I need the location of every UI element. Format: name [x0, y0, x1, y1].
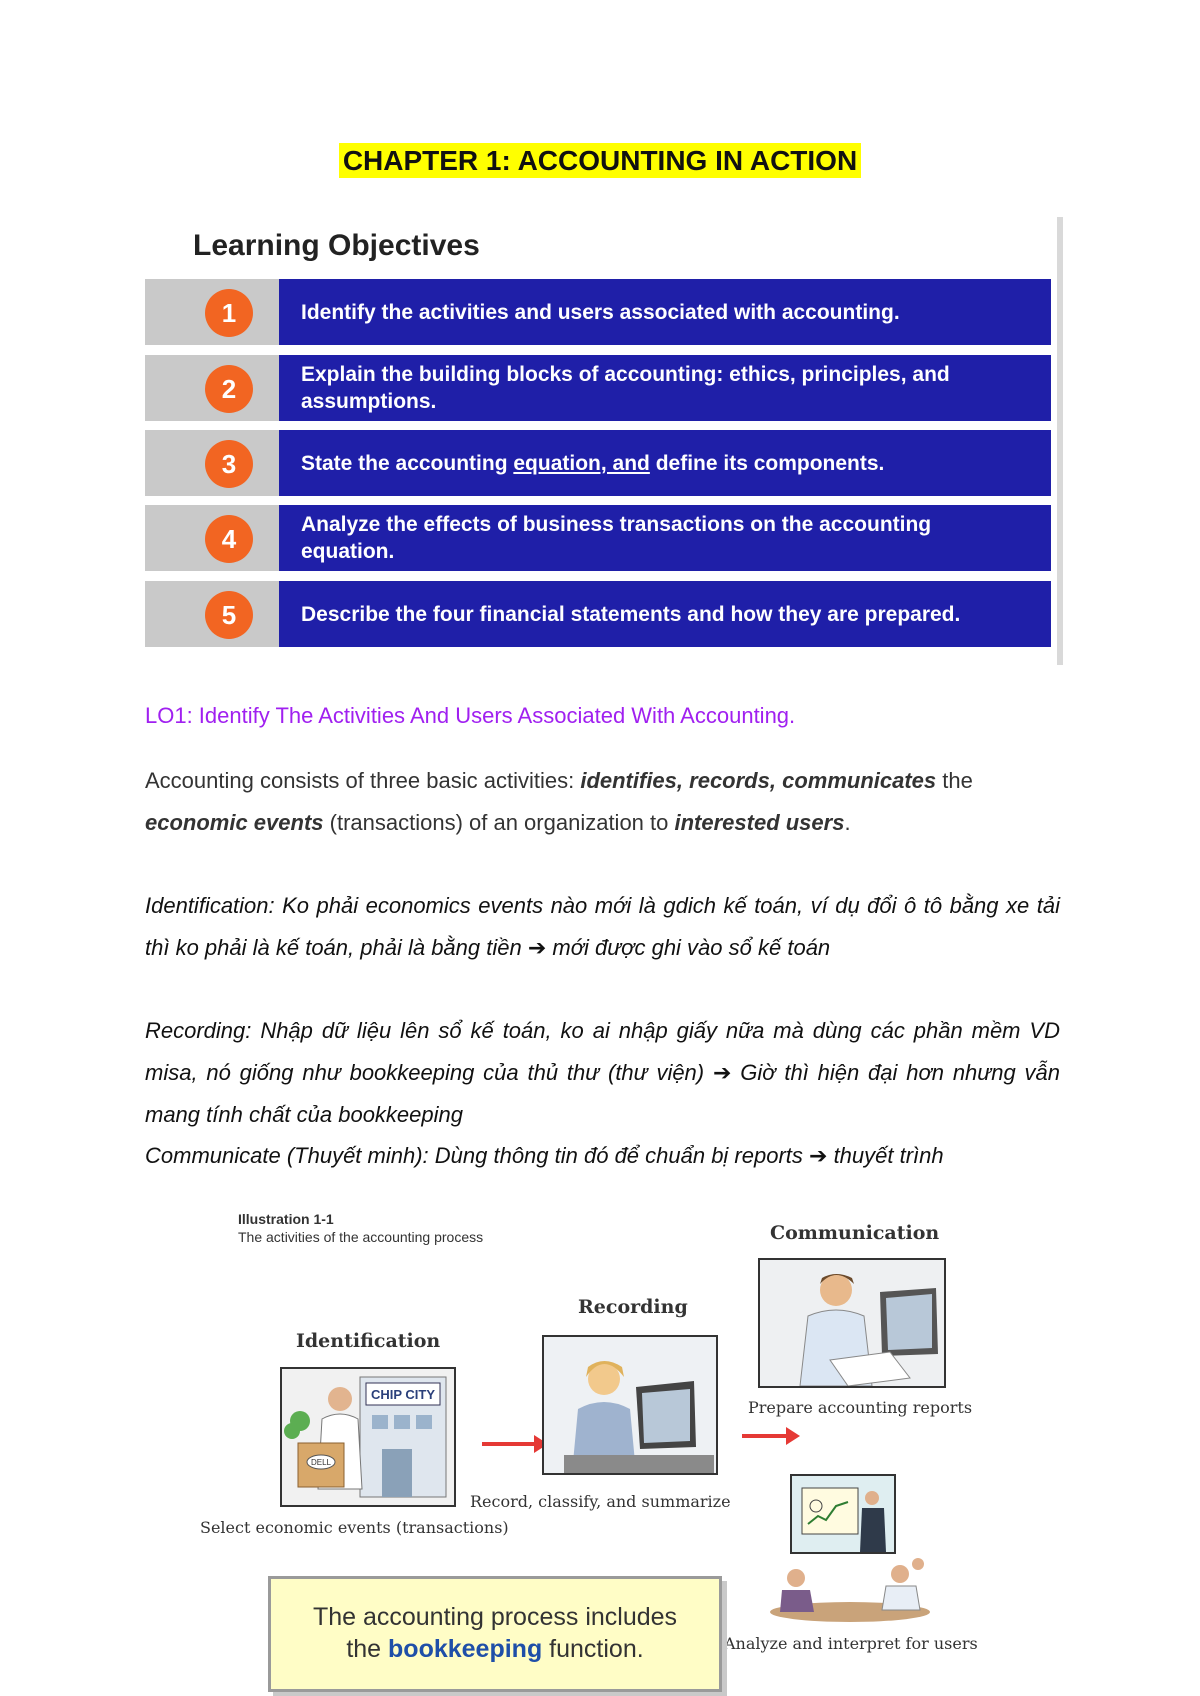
bookkeeping-highlight: bookkeeping — [388, 1635, 543, 1663]
meeting-scene-art — [760, 1556, 940, 1626]
learning-objective-4 — [145, 505, 1051, 571]
identification-label: Identification — [296, 1330, 441, 1352]
identification-sub: Select economic events (transactions) — [200, 1518, 509, 1537]
learning-objectives-panel — [145, 217, 1063, 665]
presentation-scene — [790, 1474, 896, 1554]
learning-objective-1 — [145, 279, 1051, 345]
accounting-process-illustration — [200, 1210, 1060, 1696]
arrow-to-communication — [742, 1434, 790, 1438]
recording-sub: Record, classify, and summarize — [470, 1492, 731, 1511]
objective-number-1: 1 — [205, 289, 253, 337]
communication-sub-1: Prepare accounting reports — [748, 1398, 973, 1417]
communication-scene — [758, 1258, 946, 1388]
communication-scene-art — [760, 1260, 944, 1386]
communicate-note: Communicate (Thuyết minh): Dùng thông tin đó để chuẩn bị reports ➔ thuyết trình — [145, 1143, 944, 1168]
learning-objectives-heading: Learning Objectives — [193, 229, 480, 262]
identification-note: Identification: Ko phải economics events nào mới là gdich kế toán, ví dụ đổi ô tô bằng xe tải thì ko phải là kế toán, phải là bằng tiền ➔ mới được ghi vào sổ kế toán — [145, 893, 1060, 960]
chapter-title: CHAPTER 1: ACCOUNTING IN ACTION — [0, 145, 1200, 177]
learning-objective-5 — [145, 581, 1051, 647]
recording-scene — [542, 1335, 718, 1475]
recording-label: Recording — [578, 1296, 688, 1318]
recording-note: Recording: Nhập dữ liệu lên sổ kế toán, ko ai nhập giấy nữa mà dùng các phần mềm VD misa, nó giống như bookkeeping của thủ thư (thư viện) ➔ Giờ thì hiện đại hơn nhưng vẫn mang tính chất của bookkeeping — [145, 1018, 1060, 1127]
communication-sub-2: Analyze and interpret for users — [724, 1634, 978, 1653]
lo1-heading: LO1: Identify The Activities And Users Associated With Accounting. — [145, 703, 796, 728]
identification-scene — [280, 1367, 456, 1507]
communication-label: Communication — [770, 1222, 940, 1244]
identification-scene-art — [282, 1369, 454, 1505]
objective-text-3: State the accounting equation, and define its components. — [279, 430, 1051, 496]
objective-number-5: 5 — [205, 591, 253, 639]
objective-text-5: Describe the four financial statements and how they are prepared. — [279, 581, 1051, 647]
objective-text-2: Explain the building blocks of accounting: ethics, principles, and assumptions. — [279, 355, 1051, 421]
objective-number-4: 4 — [205, 515, 253, 563]
learning-objective-2 — [145, 355, 1051, 421]
illustration-caption: Illustration 1-1 The activities of the accounting process — [238, 1211, 484, 1245]
objective-number-3: 3 — [205, 440, 253, 488]
arrow-to-recording — [482, 1442, 538, 1446]
recording-scene-art — [544, 1337, 716, 1473]
meeting-scene — [760, 1556, 940, 1626]
objective-text-4: Analyze the effects of business transactions on the accounting equation. — [279, 505, 1051, 571]
store-sign-text: CHIP CITY — [370, 1387, 436, 1402]
objective-number-2: 2 — [205, 365, 253, 413]
presentation-scene-art — [792, 1476, 894, 1552]
accounting-intro-paragraph: Accounting consists of three basic activities: identifies, records, communicates the economic events (transactions) of an organization to interested users. — [145, 768, 973, 835]
bookkeeping-callout: The accounting process includes the bookkeeping function. — [268, 1576, 722, 1692]
objective-text-1: Identify the activities and users associated with accounting. — [279, 279, 1051, 345]
learning-objective-3 — [145, 430, 1051, 496]
package-label: DELL — [310, 1458, 332, 1467]
